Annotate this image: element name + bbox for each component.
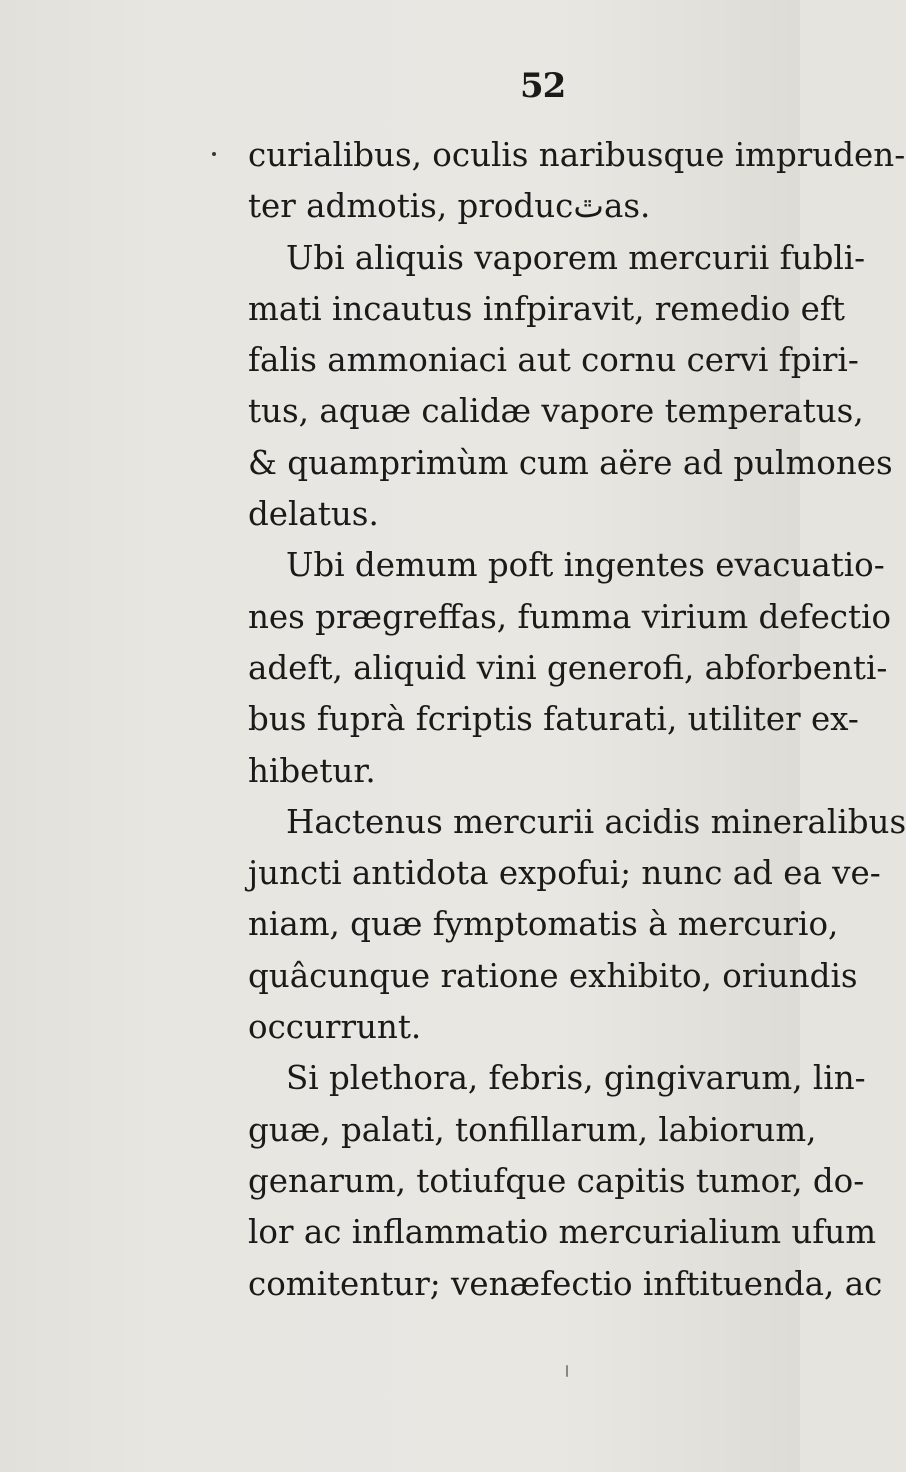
- text-line: mati incautus infpiravit, remedio eft: [248, 289, 845, 328]
- text-line: nes prægreffas, fumma virium defectio: [248, 597, 892, 636]
- text-line: guæ, palati, tonfillarum, labiorum,: [248, 1110, 817, 1149]
- text-line: & quamprimùm cum aëre ad pulmones: [248, 443, 893, 482]
- ink-speck: [566, 1365, 568, 1377]
- text-line: genarum, totiufque capitis tumor, do-: [248, 1161, 865, 1200]
- text-line: delatus.: [248, 495, 379, 534]
- text-line: occurrunt.: [248, 1008, 422, 1047]
- text-line: tus, aquæ calidæ vapore temperatus,: [248, 392, 864, 431]
- body-text: [248, 130, 906, 1310]
- text-line: adeft, aliquid vini generofi, abforbenti-: [248, 648, 888, 687]
- ink-speck: [212, 152, 216, 156]
- page-number: 52: [520, 66, 566, 106]
- text-line: Ubi demum poft ingentes evacuatio-: [286, 546, 885, 585]
- text-line: curialibus, oculis naribusque impruden-: [248, 136, 906, 174]
- text-line: niam, quæ fymptomatis à mercurio,: [248, 905, 839, 944]
- text-line: lor ac inflammatio mercurialium ufum: [248, 1213, 877, 1252]
- text-line: falis ammoniaci aut cornu cervi fpiri-: [248, 341, 859, 380]
- text-line: comitentur; venæfectio inftituenda, ac: [248, 1264, 883, 1303]
- text-line: juncti antidota expofui; nunc ad ea ve-: [248, 854, 881, 893]
- text-line: quâcunque ratione exhibito, oriundis: [248, 956, 858, 995]
- text-line: Ubi aliquis vaporem mercurii fubli-: [286, 238, 866, 277]
- text-line: hibetur.: [248, 751, 376, 790]
- text-line: Hactenus mercurii acidis mineralibus: [286, 802, 906, 841]
- text-line: ter admotis, producٿas.: [248, 187, 651, 226]
- text-line: Si plethora, febris, gingivarum, lin-: [286, 1059, 866, 1098]
- text-line: bus fuprà fcriptis faturati, utiliter ex-: [248, 700, 859, 739]
